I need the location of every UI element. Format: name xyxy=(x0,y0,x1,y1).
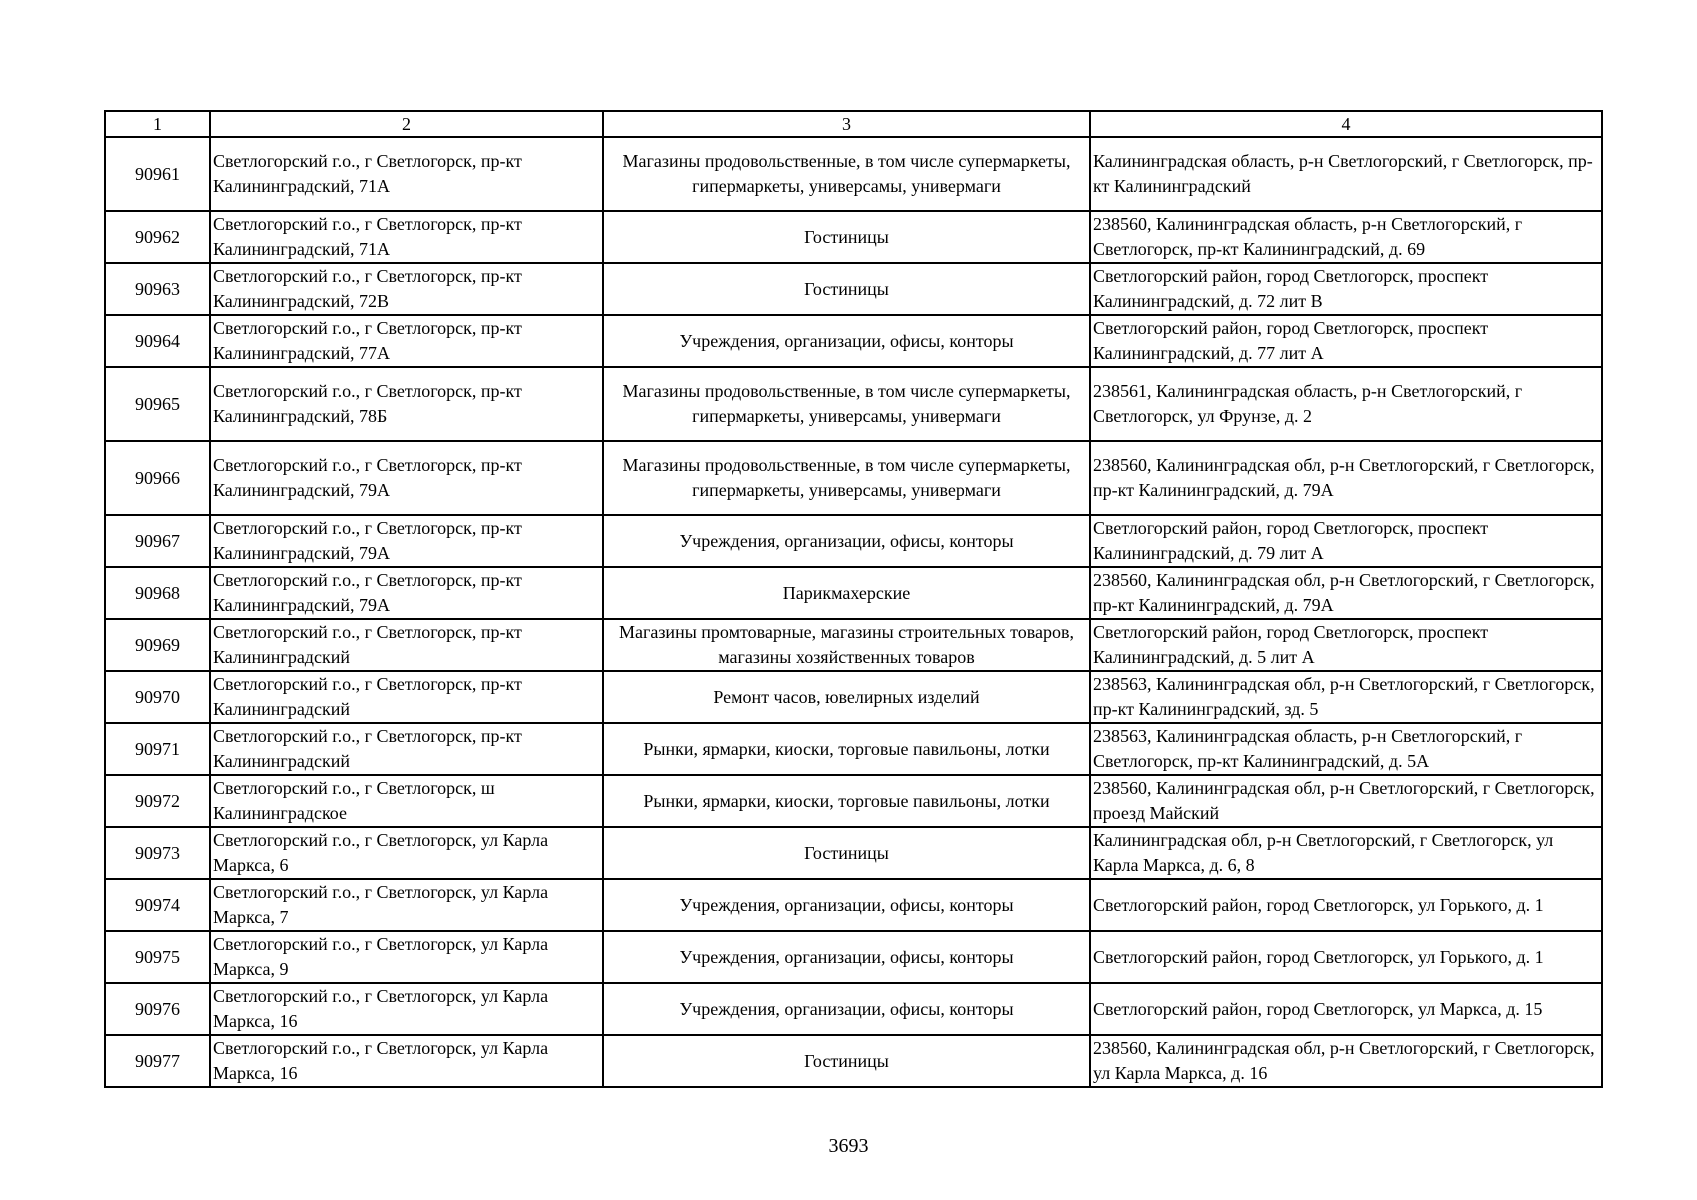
row-location: 238560, Калининградская обл, р-н Светлогорский, г Светлогорск, пр-кт Калининградский, д. 79А xyxy=(1090,441,1602,515)
row-id: 90974 xyxy=(105,879,210,931)
row-id: 90965 xyxy=(105,367,210,441)
header-cell-1: 1 xyxy=(105,111,210,137)
row-address: Светлогорский г.о., г Светлогорск, ул Карла Маркса, 16 xyxy=(210,983,603,1035)
row-address: Светлогорский г.о., г Светлогорск, пр-кт Калининградский, 79А xyxy=(210,567,603,619)
row-id: 90973 xyxy=(105,827,210,879)
table-row xyxy=(105,211,1602,263)
row-address: Светлогорский г.о., г Светлогорск, пр-кт Калининградский, 72В xyxy=(210,263,603,315)
table-row xyxy=(105,315,1602,367)
row-id: 90967 xyxy=(105,515,210,567)
row-id: 90962 xyxy=(105,211,210,263)
table-row xyxy=(105,137,1602,211)
table-row xyxy=(105,983,1602,1035)
row-address: Светлогорский г.о., г Светлогорск, пр-кт Калининградский xyxy=(210,723,603,775)
row-location: 238561, Калининградская область, р-н Светлогорский, г Светлогорск, ул Фрунзе, д. 2 xyxy=(1090,367,1602,441)
row-location: Светлогорский район, город Светлогорск, проспект Калининградский, д. 77 лит А xyxy=(1090,315,1602,367)
row-address: Светлогорский г.о., г Светлогорск, пр-кт Калининградский, 71А xyxy=(210,211,603,263)
row-location: Светлогорский район, город Светлогорск, проспект Калининградский, д. 79 лит А xyxy=(1090,515,1602,567)
table-row xyxy=(105,619,1602,671)
table-row xyxy=(105,367,1602,441)
row-location: Светлогорский район, город Светлогорск, ул Горького, д. 1 xyxy=(1090,931,1602,983)
table-row xyxy=(105,1035,1602,1087)
table-row xyxy=(105,827,1602,879)
row-location: 238560, Калининградская обл, р-н Светлогорский, г Светлогорск, проезд Майский xyxy=(1090,775,1602,827)
row-location: Светлогорский район, город Светлогорск, проспект Калининградский, д. 5 лит А xyxy=(1090,619,1602,671)
row-location: 238560, Калининградская обл, р-н Светлогорский, г Светлогорск, пр-кт Калининградский, д. 79А xyxy=(1090,567,1602,619)
header-row xyxy=(105,111,1602,137)
row-category: Гостиницы xyxy=(603,211,1090,263)
row-address: Светлогорский г.о., г Светлогорск, пр-кт Калининградский, 77А xyxy=(210,315,603,367)
row-location: 238563, Калининградская обл, р-н Светлогорский, г Светлогорск, пр-кт Калининградский, зд. 5 xyxy=(1090,671,1602,723)
row-category: Ремонт часов, ювелирных изделий xyxy=(603,671,1090,723)
row-category: Учреждения, организации, офисы, конторы xyxy=(603,931,1090,983)
table-row xyxy=(105,723,1602,775)
row-address: Светлогорский г.о., г Светлогорск, ш Калининградское xyxy=(210,775,603,827)
row-id: 90971 xyxy=(105,723,210,775)
row-location: Калининградская обл, р-н Светлогорский, г Светлогорск, ул Карла Маркса, д. 6, 8 xyxy=(1090,827,1602,879)
row-address: Светлогорский г.о., г Светлогорск, ул Карла Маркса, 9 xyxy=(210,931,603,983)
row-location: Светлогорский район, город Светлогорск, проспект Калининградский, д. 72 лит В xyxy=(1090,263,1602,315)
row-id: 90968 xyxy=(105,567,210,619)
row-location: Калининградская область, р-н Светлогорский, г Светлогорск, пр-кт Калининградский xyxy=(1090,137,1602,211)
row-category: Гостиницы xyxy=(603,1035,1090,1087)
row-id: 90966 xyxy=(105,441,210,515)
row-id: 90964 xyxy=(105,315,210,367)
row-id: 90970 xyxy=(105,671,210,723)
row-address: Светлогорский г.о., г Светлогорск, пр-кт Калининградский, 71А xyxy=(210,137,603,211)
row-location: Светлогорский район, город Светлогорск, ул Горького, д. 1 xyxy=(1090,879,1602,931)
table-row xyxy=(105,567,1602,619)
row-address: Светлогорский г.о., г Светлогорск, ул Карла Маркса, 7 xyxy=(210,879,603,931)
row-category: Рынки, ярмарки, киоски, торговые павильоны, лотки xyxy=(603,775,1090,827)
row-location: 238560, Калининградская область, р-н Светлогорский, г Светлогорск, пр-кт Калининградский, д. 69 xyxy=(1090,211,1602,263)
row-location: Светлогорский район, город Светлогорск, ул Маркса, д. 15 xyxy=(1090,983,1602,1035)
table-row xyxy=(105,515,1602,567)
table-row xyxy=(105,775,1602,827)
page-number: 3693 xyxy=(828,1135,869,1157)
row-address: Светлогорский г.о., г Светлогорск, ул Карла Маркса, 6 xyxy=(210,827,603,879)
row-id: 90969 xyxy=(105,619,210,671)
table-row xyxy=(105,931,1602,983)
table-row xyxy=(105,671,1602,723)
header-cell-2: 2 xyxy=(210,111,603,137)
row-address: Светлогорский г.о., г Светлогорск, пр-кт Калининградский, 79А xyxy=(210,515,603,567)
header-cell-3: 3 xyxy=(603,111,1090,137)
row-id: 90975 xyxy=(105,931,210,983)
table-row xyxy=(105,879,1602,931)
row-address: Светлогорский г.о., г Светлогорск, пр-кт Калининградский, 78Б xyxy=(210,367,603,441)
row-id: 90976 xyxy=(105,983,210,1035)
data-table xyxy=(104,110,1603,1088)
row-address: Светлогорский г.о., г Светлогорск, пр-кт Калининградский xyxy=(210,619,603,671)
row-location: 238563, Калининградская область, р-н Светлогорский, г Светлогорск, пр-кт Калининградский, д. 5А xyxy=(1090,723,1602,775)
row-category: Рынки, ярмарки, киоски, торговые павильоны, лотки xyxy=(603,723,1090,775)
row-address: Светлогорский г.о., г Светлогорск, ул Карла Маркса, 16 xyxy=(210,1035,603,1087)
row-id: 90961 xyxy=(105,137,210,211)
row-id: 90963 xyxy=(105,263,210,315)
row-category: Магазины продовольственные, в том числе супермаркеты, гипермаркеты, универсамы, универмаги xyxy=(603,441,1090,515)
row-category: Учреждения, организации, офисы, конторы xyxy=(603,879,1090,931)
table-row xyxy=(105,441,1602,515)
row-category: Учреждения, организации, офисы, конторы xyxy=(603,515,1090,567)
row-id: 90972 xyxy=(105,775,210,827)
row-address: Светлогорский г.о., г Светлогорск, пр-кт Калининградский xyxy=(210,671,603,723)
row-category: Учреждения, организации, офисы, конторы xyxy=(603,983,1090,1035)
row-category: Парикмахерские xyxy=(603,567,1090,619)
row-category: Учреждения, организации, офисы, конторы xyxy=(603,315,1090,367)
row-location: 238560, Калининградская обл, р-н Светлогорский, г Светлогорск, ул Карла Маркса, д. 16 xyxy=(1090,1035,1602,1087)
row-category: Магазины продовольственные, в том числе супермаркеты, гипермаркеты, универсамы, универмаги xyxy=(603,137,1090,211)
table-row xyxy=(105,263,1602,315)
row-id: 90977 xyxy=(105,1035,210,1087)
row-category: Магазины промтоварные, магазины строительных товаров, магазины хозяйственных товаров xyxy=(603,619,1090,671)
header-cell-4: 4 xyxy=(1090,111,1602,137)
row-category: Магазины продовольственные, в том числе супермаркеты, гипермаркеты, универсамы, универмаги xyxy=(603,367,1090,441)
row-address: Светлогорский г.о., г Светлогорск, пр-кт Калининградский, 79А xyxy=(210,441,603,515)
row-category: Гостиницы xyxy=(603,263,1090,315)
row-category: Гостиницы xyxy=(603,827,1090,879)
